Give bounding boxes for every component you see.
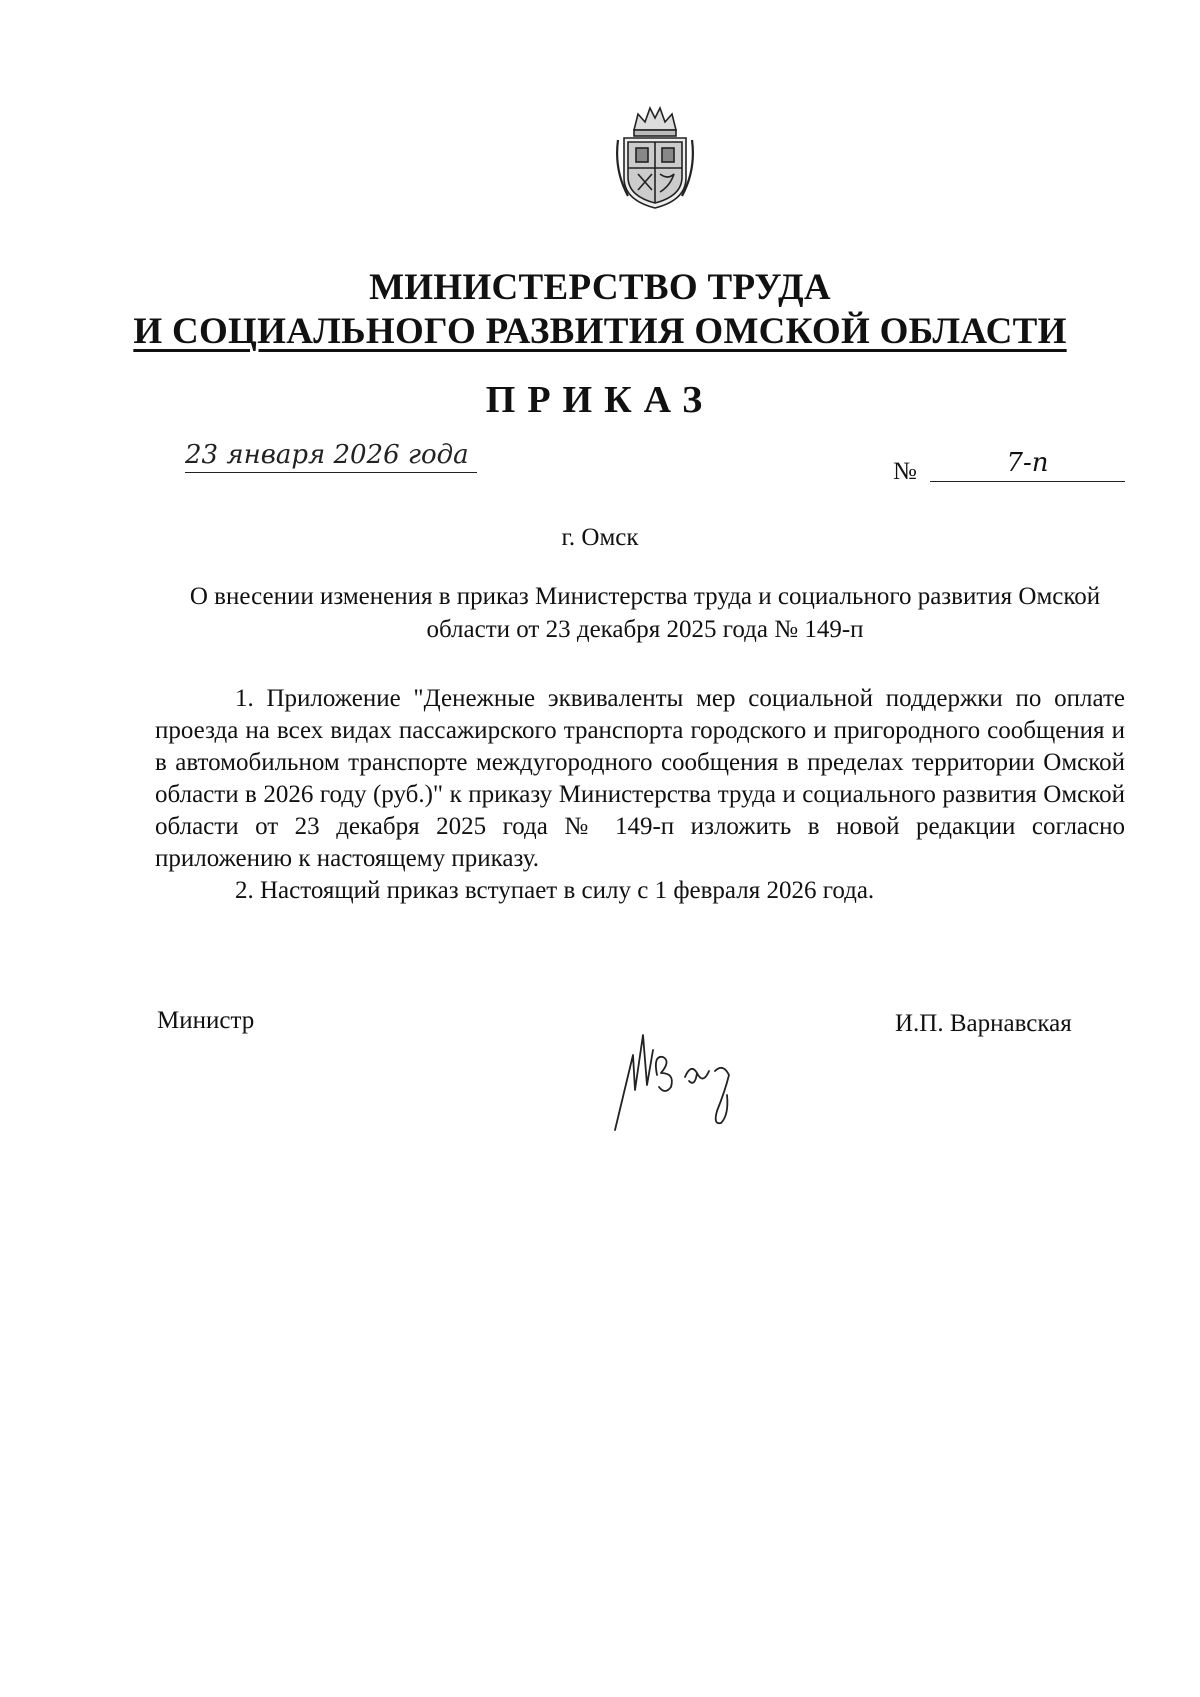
body-paragraph-2: 2. Настоящий приказ вступает в силу с 1 февраля 2026 года.: [235, 877, 875, 904]
signer-name: И.П. Варнавская: [895, 1010, 1072, 1037]
order-body: [155, 683, 1125, 907]
order-date: 23 января 2026 года: [185, 440, 477, 473]
ministry-name-line1: МИНИСТЕРСТВО ТРУДА: [369, 267, 831, 308]
order-number: 7-п: [930, 448, 1125, 482]
signer-title: Министр: [157, 1007, 255, 1034]
document-type-title: ПРИКАЗ: [485, 379, 715, 421]
order-subject: О внесении изменения в приказ Министерства труда и социального развития Омской области от 23 декабря 2025 года № 149-п: [189, 583, 1101, 643]
order-number-label: №: [893, 458, 917, 485]
ministry-name-line2-text: И СОЦИАЛЬНОГО РАЗВИТИЯ ОМСКОЙ ОБЛАСТИ: [133, 311, 1067, 352]
omsk-coat-of-arms-icon: [614, 100, 696, 212]
ministry-name-line2: [0, 310, 1200, 353]
handwritten-signature: [605, 1015, 785, 1140]
city: г. Омск: [561, 524, 639, 551]
body-paragraph-1: 1. Приложение "Денежные эквиваленты мер социальной поддержки по оплате проезда на всех видах пассажирского транспорта городского и пригородного сообщения и в автомобильном транспорте междугородного сообщения в пределах территории Омской области в 2026 году (руб.)" к приказу Министерства труда и социального развития Омской области от 23 декабря 2025 года № 149-п изложить в новой редакции согласно приложению к настоящему приказу.: [155, 685, 1125, 872]
